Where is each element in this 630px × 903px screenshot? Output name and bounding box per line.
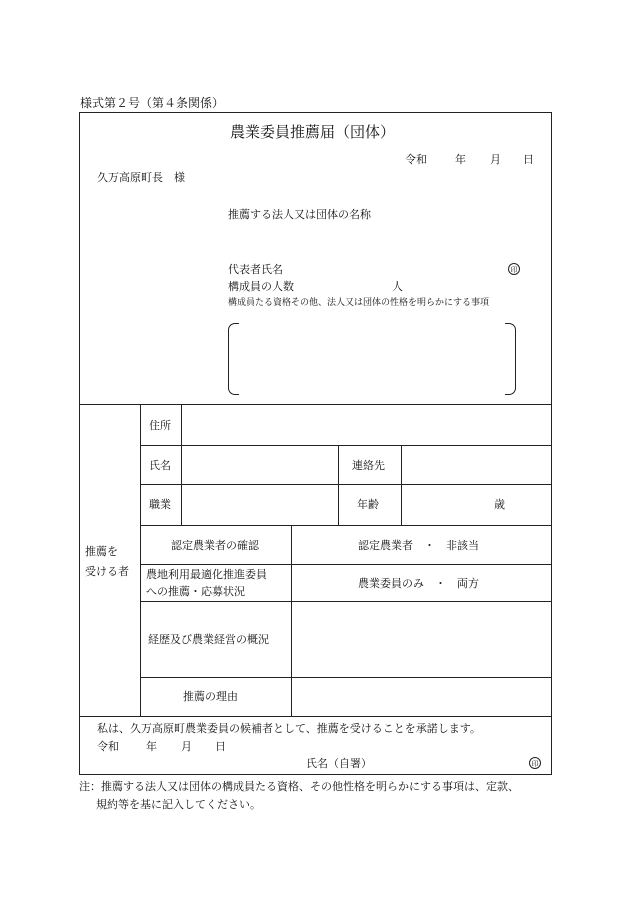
note-line-2: 規約等を基に記入してください。 xyxy=(96,798,261,811)
form-number: 様式第２号（第４条関係） xyxy=(80,96,225,110)
label-column-line xyxy=(140,404,141,716)
certified-check-label: 認定農業者の確認 xyxy=(171,539,259,552)
occupation-label: 職業 xyxy=(149,498,171,511)
left-bracket xyxy=(228,323,239,395)
section-divider xyxy=(79,404,552,405)
age-unit: 歳 xyxy=(494,498,505,511)
org-name-label: 推薦する法人又は団体の名称 xyxy=(228,208,371,221)
member-count-label: 構成員の人数 xyxy=(228,280,294,293)
promotion-label-1: 農地利用最適化推進委員 xyxy=(146,568,267,581)
reason-label: 推薦の理由 xyxy=(183,690,238,703)
age-label: 年齢 xyxy=(357,498,379,511)
career-label: 経歴及び農業経営の概況 xyxy=(148,633,269,646)
candidate-label-2: 受ける者 xyxy=(85,565,129,578)
right-bracket xyxy=(505,323,516,395)
address-label: 住所 xyxy=(149,419,171,432)
certified-options: 認定農業者 ・ 非該当 xyxy=(358,539,479,552)
form-title: 農業委員推薦届（団体） xyxy=(230,123,396,141)
promotion-options: 農業委員のみ ・ 両方 xyxy=(358,577,479,590)
qualification-label: 構成員たる資格その他、法人又は団体の性格を明らかにする事項 xyxy=(228,298,490,308)
addressee: 久万高原町長 様 xyxy=(97,171,185,184)
candidate-label-1: 推薦を xyxy=(85,545,118,558)
member-unit: 人 xyxy=(392,280,403,293)
contact-label: 連絡先 xyxy=(352,459,385,472)
signature-seal-icon: 印 xyxy=(529,757,541,769)
promotion-label-2: への推薦・応募状況 xyxy=(146,585,245,598)
note-line-1: 注：推薦する法人又は団体の構成員たる資格、その他性格を明らかにする事項は、定款、 xyxy=(79,780,519,793)
seal-icon: 印 xyxy=(508,263,520,275)
signature-label: 氏名（自署） xyxy=(306,757,372,770)
consent-statement: 私は、久万高原町農業委員の候補者として、推薦を受けることを承諾します。 xyxy=(97,722,481,735)
representative-label: 代表者氏名 xyxy=(228,263,283,276)
name-label: 氏名 xyxy=(149,459,171,472)
